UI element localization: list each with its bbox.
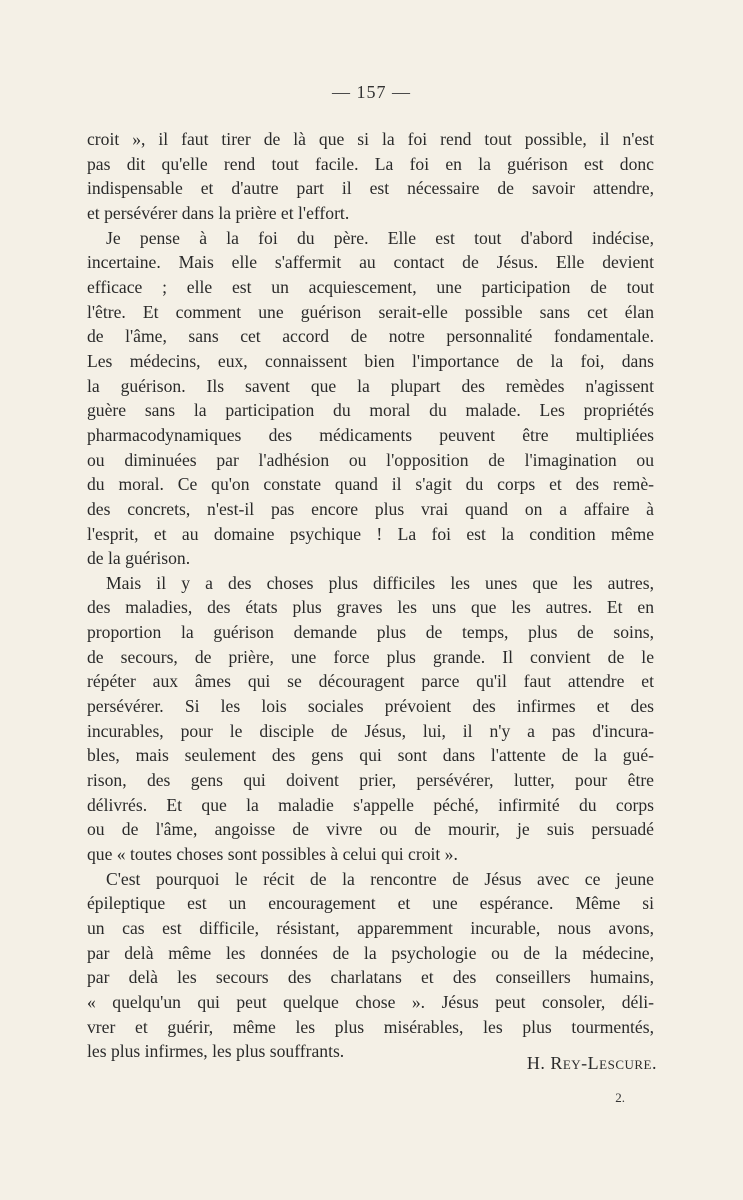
text-line: « quelqu'un qui peut quelque chose ». Jésus peut consoler, déli- — [87, 991, 654, 1012]
text-line: rison, des gens qui doivent prier, persévérer, lutter, pour être — [87, 770, 654, 791]
page-number: — 157 — — [332, 82, 411, 102]
text-line: un cas est difficile, résistant, apparemment incurable, nous avons, — [87, 918, 654, 938]
text-line: épileptique est un encouragement et une espérance. Même si — [87, 893, 654, 914]
text-line: proportion la guérison demande plus de temps, plus de soins, — [87, 622, 654, 643]
text-line: de secours, de prière, une force plus grande. Il convient de le — [87, 646, 654, 667]
text-line: persévérer. Si les lois sociales prévoient des infirmes et des — [87, 696, 654, 717]
text-line: Les médecins, eux, connaissent bien l'importance de la foi, dans — [87, 350, 654, 371]
signature-number: 2. — [615, 1090, 625, 1105]
text-line: répéter aux âmes qui se découragent parce qu'il faut attendre et — [87, 671, 654, 692]
text-line: ou diminuées par l'adhésion ou l'opposition de l'imagination ou — [87, 449, 654, 470]
author-signature — [527, 1053, 657, 1074]
text-line: par delà même les données de la psychologie ou de la médecine, — [87, 942, 654, 963]
text-line: et persévérer dans la prière et l'effort. — [87, 202, 350, 223]
text-line: l'esprit, et au domaine psychique ! La foi est la condition même — [87, 523, 654, 544]
text-line: de l'âme, sans cet accord de notre personnalité fondamentale. — [87, 326, 654, 347]
text-line: par delà les secours des charlatans et des conseillers humains, — [87, 967, 654, 988]
text-line: que « toutes choses sont possibles à celui qui croit ». — [87, 844, 458, 865]
text-line: ou de l'âme, angoisse de vivre ou de mourir, je suis persuadé — [87, 819, 654, 840]
text-line: efficace ; elle est un acquiescement, une participation de tout — [87, 276, 654, 297]
text-line: croit », il faut tirer de là que si la foi rend tout possible, il n'est — [87, 129, 654, 149]
text-line: C'est pourquoi le récit de la rencontre de Jésus avec ce jeune — [106, 868, 654, 889]
text-line: de la guérison. — [87, 548, 191, 569]
text-line: incertaine. Mais elle s'affermit au contact de Jésus. Elle devient — [87, 252, 654, 273]
text-line: des concrets, n'est-il pas encore plus vrai quand on a affaire à — [87, 498, 654, 519]
text-line: indispensable et d'autre part il est nécessaire de savoir attendre, — [87, 178, 654, 199]
body-text — [87, 127, 654, 1064]
author-name: H. Rey-Lescure. — [526, 1053, 657, 1073]
text-line: Mais il y a des choses plus difficiles les unes que les autres, — [106, 572, 654, 593]
text-line: les plus infirmes, les plus souffrants. — [87, 1041, 345, 1062]
text-line: des maladies, des états plus graves les uns que les autres. Et en — [87, 597, 654, 618]
text-line: du moral. Ce qu'on constate quand il s'agit du corps et des remè- — [87, 474, 654, 495]
text-line: guère sans la participation du moral du malade. Les propriétés — [87, 400, 654, 421]
text-line: l'être. Et comment une guérison serait-elle possible sans cet élan — [87, 301, 654, 322]
text-line: pharmacodynamiques des médicaments peuvent être multipliées — [87, 424, 654, 445]
text-line: délivrés. Et que la maladie s'appelle péché, infirmité du corps — [87, 794, 654, 815]
text-line: Je pense à la foi du père. Elle est tout d'abord indécise, — [106, 227, 654, 248]
text-line: vrer et guérir, même les plus misérables, les plus tourmentés, — [87, 1016, 654, 1037]
text-line: la guérison. Ils savent que la plupart des remèdes n'agissent — [87, 375, 654, 396]
text-line: bles, mais seulement des gens qui sont dans l'attente de la gué- — [87, 745, 654, 766]
text-line: pas dit qu'elle rend tout facile. La foi en la guérison est donc — [87, 153, 654, 174]
text-line: incurables, pour le disciple de Jésus, lui, il n'y a pas d'incura- — [87, 720, 654, 741]
